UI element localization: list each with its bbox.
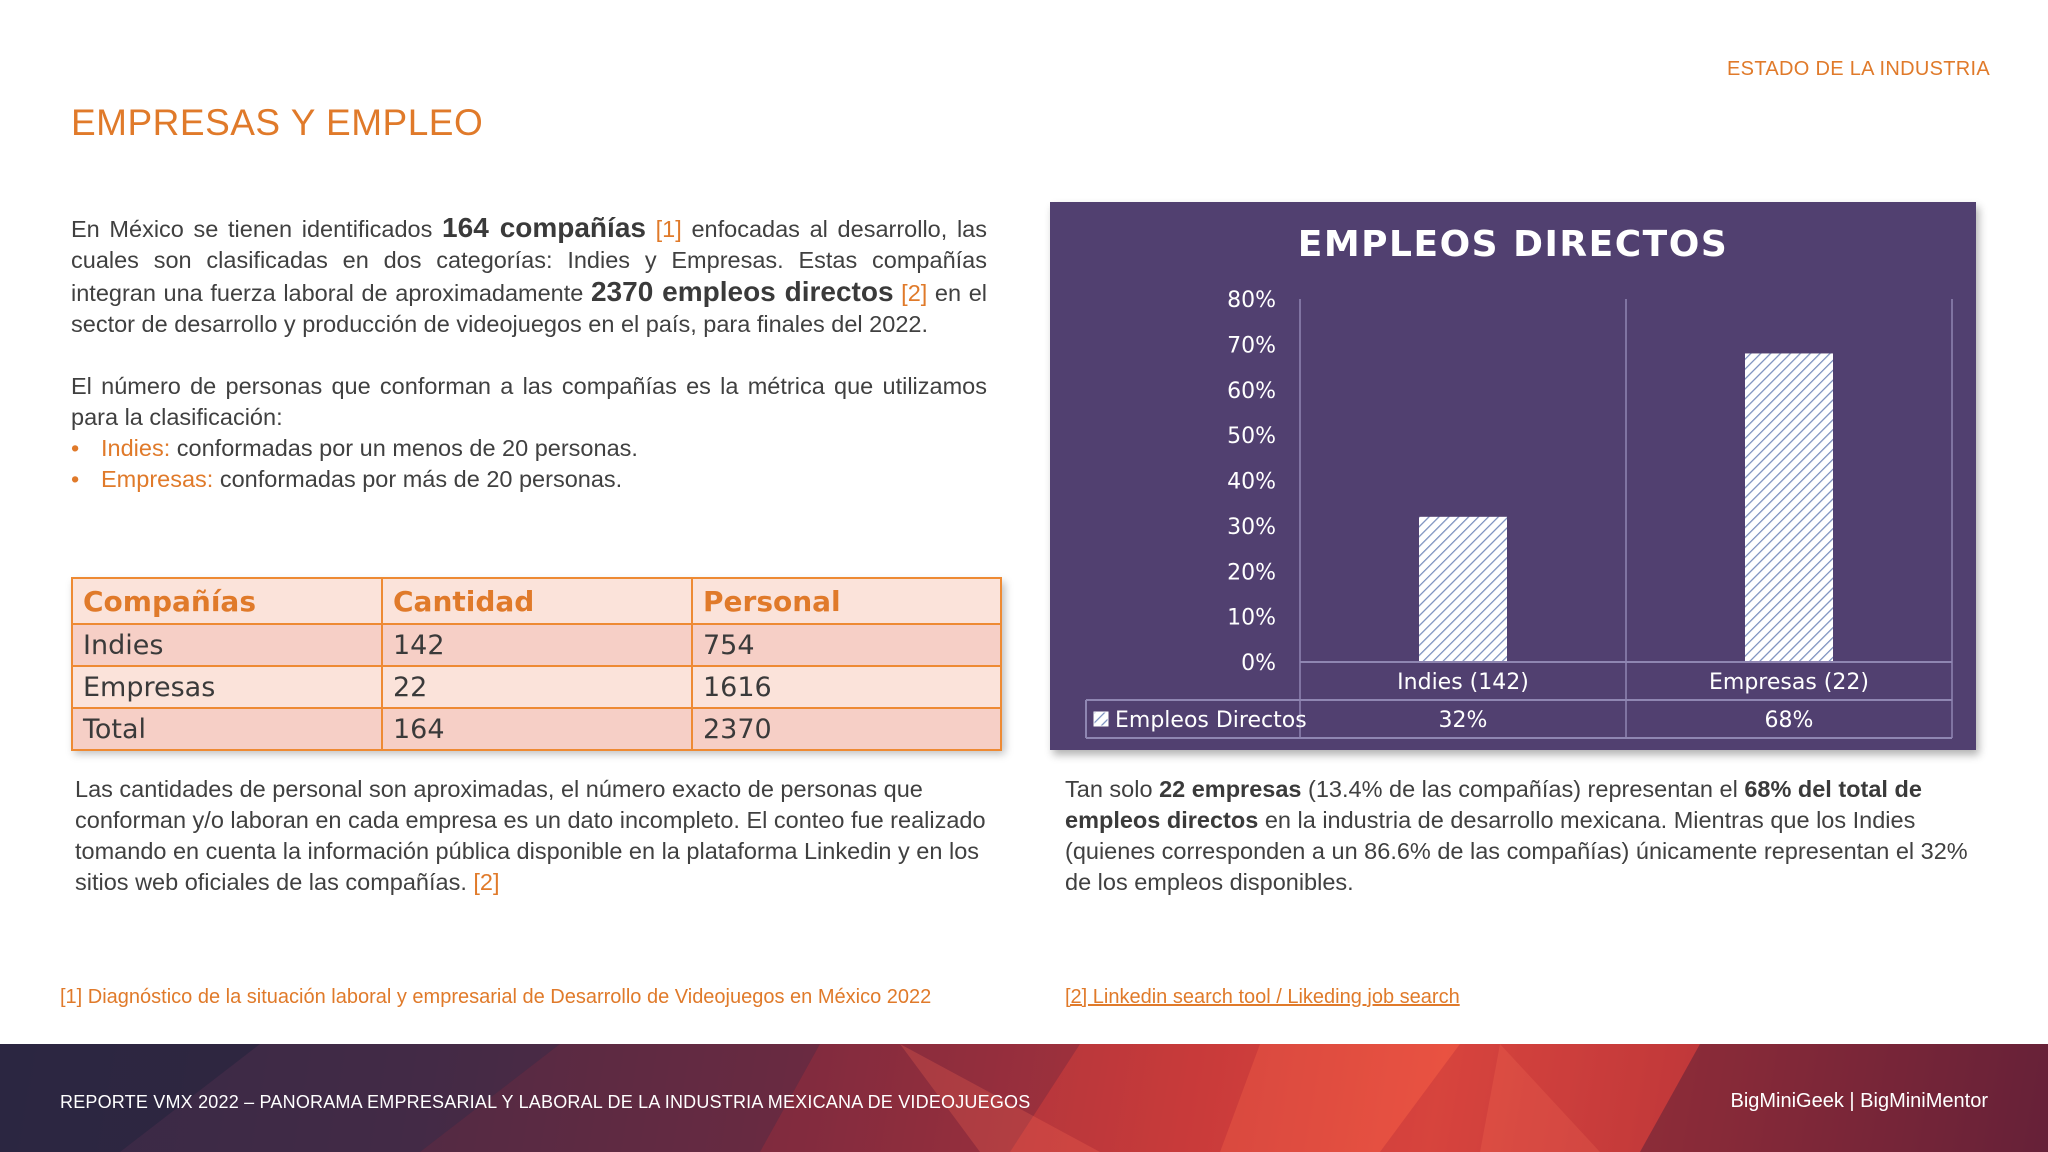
list-item (71, 433, 987, 464)
table-cell: Empresas (72, 666, 382, 708)
y-tick-label: 20% (1227, 560, 1276, 586)
table-row (72, 708, 1001, 750)
analysis-note (1065, 774, 1985, 898)
x-category-label: Empresas (22) (1709, 670, 1869, 695)
list-item (71, 464, 987, 495)
companies-count: 164 compañías (442, 212, 646, 243)
footer-report-title: REPORTE VMX 2022 – PANORAMA EMPRESARIAL Y LABORAL DE LA INDUSTRIA MEXICANA DE VIDEOJUEGOS (60, 1092, 1031, 1112)
intro-text-c: enfocadas al desarrollo, las cuales son clasificadas en dos categorías: Indies y Empresas. Estas compañías integran una fuerza laboral de aproximadamente (71, 216, 987, 306)
footer-banner (0, 1044, 2048, 1152)
y-tick-label: 40% (1227, 469, 1276, 495)
y-tick-label: 60% (1227, 378, 1276, 404)
bar (1419, 517, 1507, 662)
legend-swatch (1094, 712, 1108, 726)
footer-brand: BigMiniGeek | BigMiniMentor (1730, 1090, 1988, 1112)
table-cell: 2370 (692, 708, 1001, 750)
classification-list (71, 433, 987, 495)
intro-text (71, 212, 987, 495)
bullet-icon: • (71, 435, 80, 461)
note-text-c: (13.4% de las compañías) representan el (1301, 776, 1745, 802)
jobs-chart (1050, 202, 1976, 750)
x-category-label: Indies (142) (1397, 670, 1529, 695)
table-cell: 22 (382, 666, 692, 708)
legend-label: Empleos Directos (1115, 708, 1307, 733)
section-label: ESTADO DE LA INDUSTRIA (1727, 58, 1990, 80)
footnote-1: [1] Diagnóstico de la situación laboral y empresarial de Desarrollo de Videojuegos en México 2022 (60, 986, 932, 1008)
footnote-2-link[interactable]: [2] Linkedin search tool / Likeding job search (1065, 986, 1460, 1008)
companies-table (71, 577, 1002, 749)
reference-1-marker: [1] (655, 216, 682, 242)
table-header: Personal (692, 578, 1001, 624)
note-text-e: en la industria de desarrollo mexicana. Mientras que los Indies (quienes corresponden a un 86.6% de las compañías) únicamente representan el 32% de los empleos disponibles. (1065, 807, 1968, 895)
y-tick-label: 10% (1227, 605, 1276, 631)
table-cell: 164 (382, 708, 692, 750)
table-cell: 1616 (692, 666, 1001, 708)
table-cell: Total (72, 708, 382, 750)
note-highlight-share: 68% del total de empleos directos (1065, 776, 1922, 833)
bullet-text: conformadas por un menos de 20 personas. (170, 435, 638, 461)
y-tick-label: 30% (1227, 514, 1276, 540)
table-header: Compañías (72, 578, 382, 624)
bullet-icon: • (71, 466, 80, 492)
intro-paragraph-2: El número de personas que conforman a las compañías es la métrica que utilizamos para la clasificación: (71, 373, 987, 430)
table-cell: 142 (382, 624, 692, 666)
note-text: Las cantidades de personal son aproximadas, el número exacto de personas que conforman y/o laboran en cada empresa es un dato incompleto. El conteo fue realizado tomando en cuenta la información pública disponible en la plataforma Linkedin y en los sitios web oficiales de las compañías. (75, 776, 986, 895)
intro-paragraph-1 (71, 212, 987, 340)
reference-2-marker: [2] (901, 280, 928, 306)
data-value-label: 68% (1764, 708, 1814, 733)
bullet-term: Empresas: (101, 466, 214, 492)
y-tick-label: 0% (1241, 651, 1276, 676)
bullet-term: Indies: (101, 435, 171, 461)
page-title: EMPRESAS Y EMPLEO (71, 102, 484, 143)
methodology-note (75, 774, 995, 898)
reference-2-marker: [2] (473, 869, 500, 895)
chart-title: EMPLEOS DIRECTOS (1297, 224, 1729, 265)
intro-text-a: En México se tienen identificados (71, 216, 443, 242)
y-tick-label: 50% (1227, 424, 1276, 450)
table-header: Cantidad (382, 578, 692, 624)
data-value-label: 32% (1438, 708, 1488, 733)
y-tick-label: 70% (1227, 333, 1276, 359)
note-text-a: Tan solo (1065, 776, 1160, 802)
table-cell: 754 (692, 624, 1001, 666)
intro-text-e: en el sector de desarrollo y producción de videojuegos en el país, para finales del 2022. (71, 280, 987, 337)
bar (1745, 353, 1833, 662)
table-row (72, 666, 1001, 708)
table-cell: Indies (72, 624, 382, 666)
jobs-count: 2370 empleos directos (590, 276, 894, 307)
bullet-text: conformadas por más de 20 personas. (213, 466, 623, 492)
chart-canvas (1050, 202, 1976, 750)
note-highlight-companies: 22 empresas (1159, 776, 1302, 802)
table-header-row (72, 578, 1001, 624)
y-tick-label: 80% (1227, 288, 1276, 313)
table-row (72, 624, 1001, 666)
